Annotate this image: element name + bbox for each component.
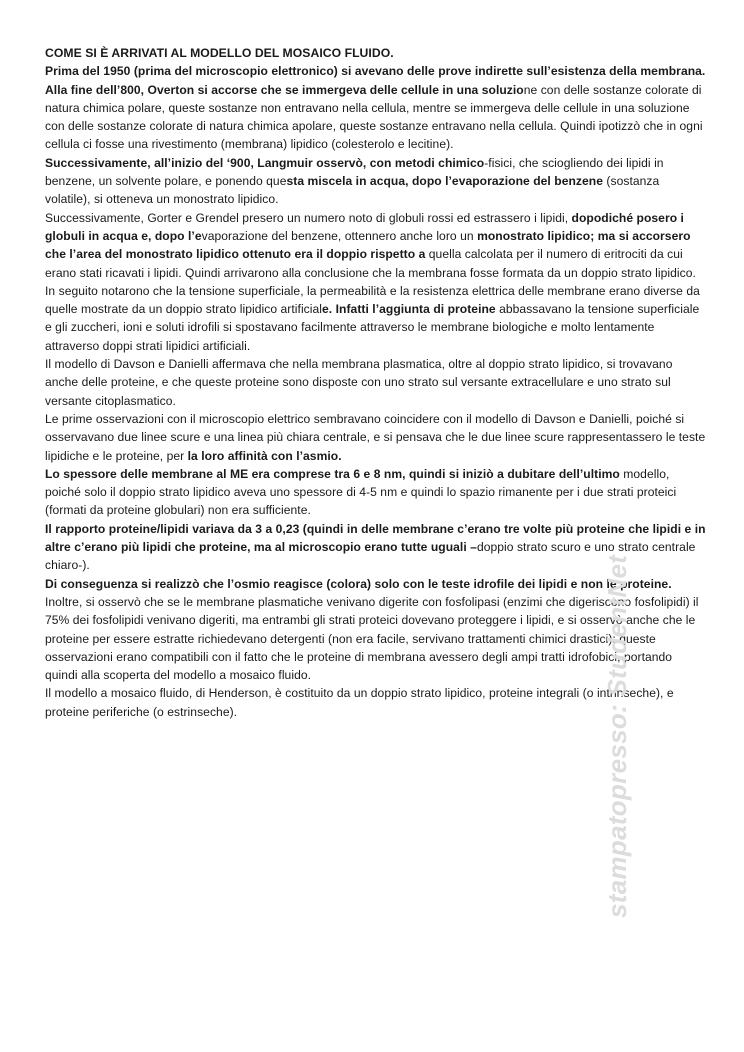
gorter-bold-1: dopodiché posero i globuli in acqua e, dopo l’e: [45, 210, 684, 243]
gorter-text-3: quella calcolata per il numero di eritrociti da cui erano stati ricavati i lipidi. Quindi arrivarono alla conclusione che la membrana fosse formata da un doppio strato lipidico.: [45, 247, 696, 280]
langmuir-bold-2: sta miscela in acqua, dopo l’evaporazione del benzene: [286, 174, 603, 189]
rapporto-bold: Il rapporto proteine/lipidi variava da 3 a 0,23 (quindi in delle membrane c’erano tre volte più proteine che lipidi e in altre c’erano più lipidi che proteine, ma al microscopio erano tutte uguali –: [45, 521, 706, 555]
paragraph-henderson: Il modello a mosaico fluido, di Henderson, è costituito da un doppio strato lipidico, proteine integrali (o intrinseche), e proteine periferiche (o estrinseche).: [45, 686, 674, 719]
paragraph-microscopio: [45, 410, 707, 465]
paragraph-fosfolipasi: Inoltre, si osservò che se le membrane plasmatiche venivano digerite con fosfolipasi (enzimi che digeriscono fosfolipidi) il 75% dei fosfolipidi venivano digeriti, ma entrambi gli strati proteici dovevano proteggere i lipidi, e si osservò anche che le proteine per essere estratte richiedevano detergenti (non era facile, servivano trattamenti chimici drastici); queste osservazioni erano compatibili con il fatto che le proteine di membrana avessero degli ampi tratti idrofobici, portando quindi alla scoperta del modello a mosaico fluido.: [45, 594, 699, 683]
osmio-bold: Di conseguenza si realizzò che l’osmio reagisce (colora) solo con le teste idrofile dei lipidi e non le proteine.: [45, 576, 672, 591]
tensione-text-1: In seguito notarono che la tensione superficiale, la permeabilità e la resistenza elettrica delle membrane erano diverse da quelle mostrate da un doppio strato lipidico artificial: [45, 283, 700, 317]
overton-text: ne con delle sostanze colorate di natura chimica polare, queste sostanze non entravano nella cellula, mentre se immergeva delle cellule in una soluzione con delle sostanze colorate di natura chimica apolare, queste sostanze entravano nella cellula. Quindi ipotizzò che in ogni cellula ci fosse una rivestimento (membrana) lipidico (colesterolo e lecitine).: [45, 82, 703, 152]
langmuir-bold-1: Successivamente, all’inizio del ‘900, Langmuir osservò, con metodi chimico: [45, 155, 485, 170]
gorter-text-2: vaporazione del benzene, ottennero anche loro un: [201, 228, 478, 243]
paragraph-langmuir: [45, 154, 707, 209]
overton-bold: Alla fine dell’800, Overton si accorse che se immergeva delle cellule in una soluzio: [45, 82, 524, 97]
paragraph-gorter-grendel: [45, 209, 707, 282]
spessore-bold: Lo spessore delle membrane al ME era comprese tra 6 e 8 nm, quindi si iniziò a dubitare dell’ultimo: [45, 466, 620, 481]
intro-bold: Prima del 1950 (prima del microscopio elettronico) si avevano delle prove indirette sull’esistenza della membrana.: [45, 64, 706, 79]
microscopio-text: Le prime osservazioni con il microscopio elettrico sembravano coincidere con il modello di Davson e Danielli, poiché si osservavano due linee scure e una linea più chiara centrale, e si pensava che le due linee scure rappresentassero le teste lipidiche e le proteine, per: [45, 411, 706, 463]
microscopio-bold: la loro affinità con l’asmio.: [187, 448, 342, 463]
watermark: stampatopresso: StudentNet: [602, 554, 632, 918]
langmuir-text-2: (sostanza volatile), si otteneva un monostrato lipidico.: [45, 174, 660, 207]
document-title: COME SI È ARRIVATI AL MODELLO DEL MOSAICO FLUIDO.: [45, 46, 394, 60]
paragraph-intro: [45, 62, 707, 80]
tensione-text-2: abbassavano la tensione superficiale e gli zuccheri, ioni e soluti idrofili si spostavano facilmente attraverso le membrane biologiche e molto lentamente attraverso doppi strati lipidici artificiali.: [45, 302, 700, 353]
paragraph-spessore: [45, 465, 707, 520]
paragraph-tensione: [45, 282, 707, 355]
tensione-bold: e. Infatti l’aggiunta di proteine: [322, 302, 496, 317]
spessore-text: modello, poiché solo il doppio strato lipidico aveva uno spessore di 4-5 nm e quindi lo spazio rimanente per i due strati proteici (formati da proteine globulari) non era sufficiente.: [45, 466, 677, 518]
paragraph-davson-danielli: Il modello di Davson e Danielli affermava che nella membrana plasmatica, oltre al doppio strato lipidico, si trovavano anche delle proteine, e che queste proteine sono disposte con uno strato sul versante extracellulare e uno strato sul versante citoplasmatico.: [45, 357, 673, 408]
gorter-bold-2: monostrato lipidico; ma si accorsero che l’area del monostrato lipidico ottenuto era il doppio rispetto a: [45, 228, 691, 262]
rapporto-text: doppio strato scuro e uno strato centrale chiaro-).: [45, 540, 696, 573]
gorter-text-1: Successivamente, Gorter e Grendel presero un numero noto di globuli rossi ed estrassero i lipidi,: [45, 210, 572, 225]
paragraph-overton: [45, 81, 707, 154]
langmuir-text-1: -fisici, che sciogliendo dei lipidi in benzene, un solvente polare, e ponendo que: [45, 155, 664, 189]
